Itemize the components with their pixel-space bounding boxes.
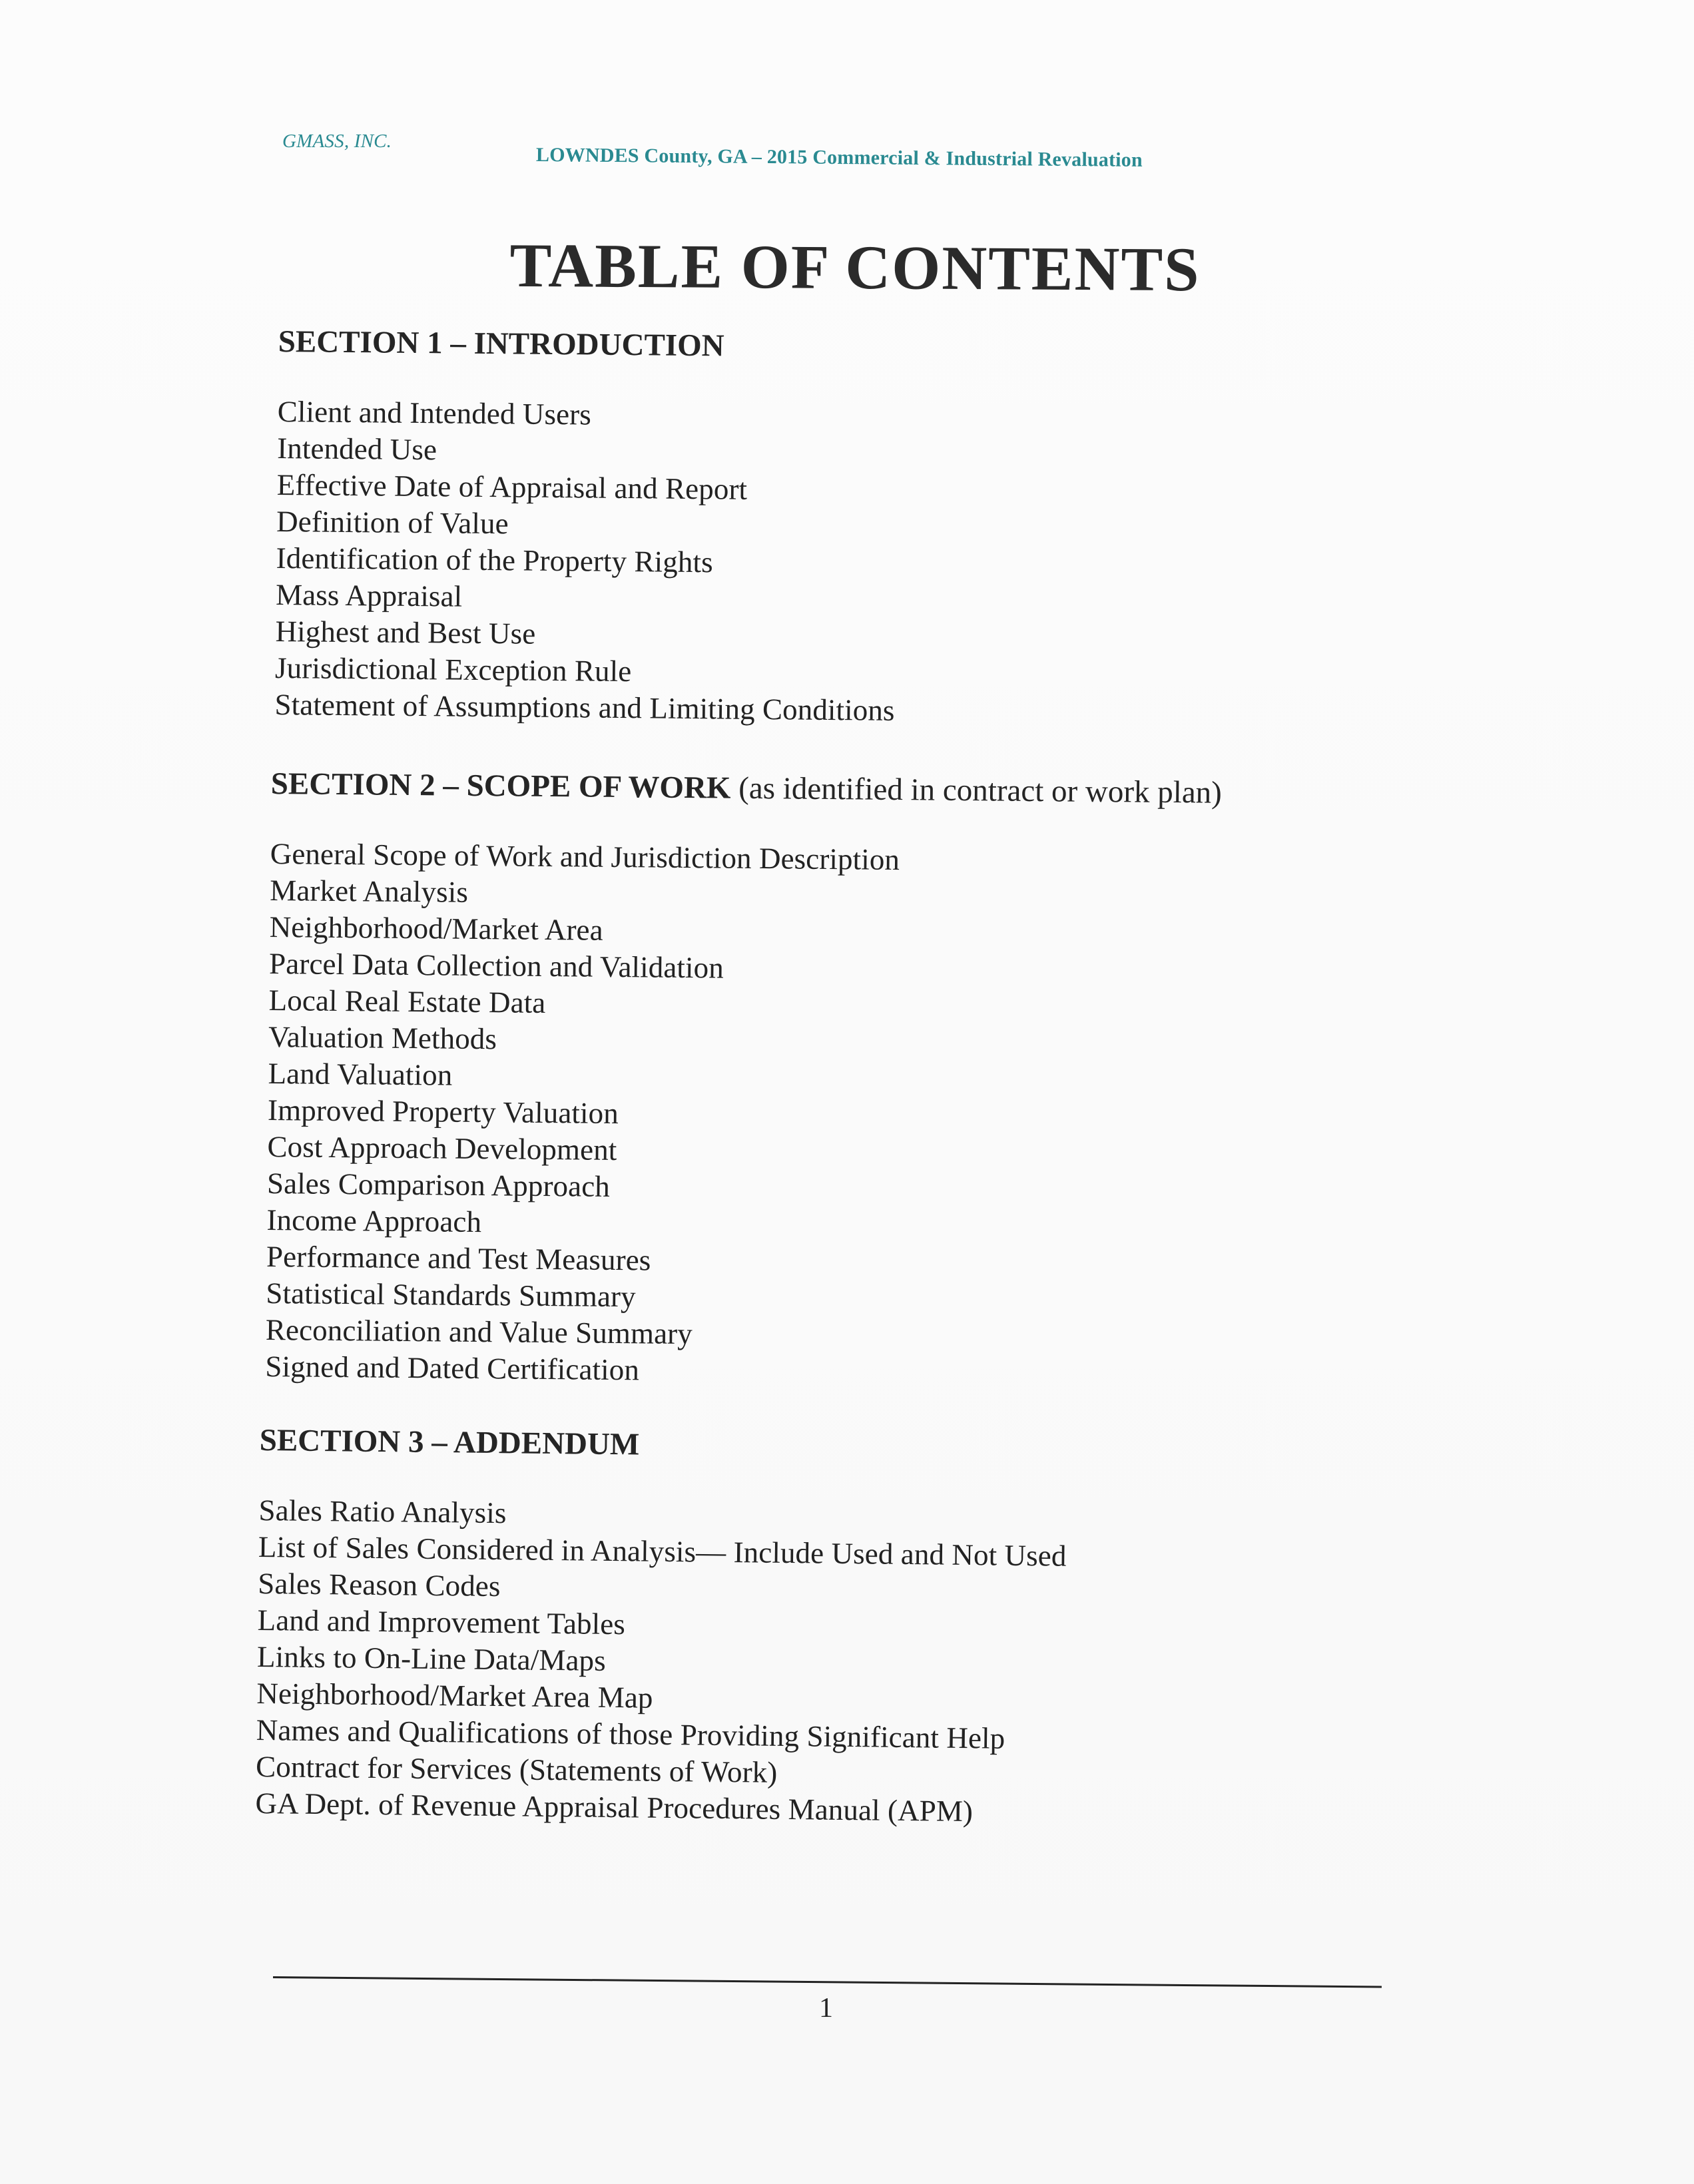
toc-list — [274, 394, 898, 729]
toc-item: Statistical Standards Summary — [266, 1276, 636, 1314]
section-addendum — [255, 1425, 1067, 1831]
toc-item: Neighborhood/Market Area Map — [256, 1676, 653, 1715]
section-heading-text: SECTION 1 – INTRODUCTION — [278, 324, 724, 364]
toc-item: Mass Appraisal — [275, 577, 463, 613]
toc-item: Names and Qualifications of those Providing Significant Help — [256, 1713, 1005, 1755]
toc-item: Effective Date of Appraisal and Report — [276, 467, 748, 506]
section-heading — [278, 326, 898, 364]
toc-item: GA Dept. of Revenue Appraisal Procedures Manual (APM) — [255, 1786, 974, 1828]
toc-item: Reconciliation and Value Summary — [265, 1312, 693, 1351]
toc-item: Links to On-Line Data/Maps — [256, 1639, 607, 1677]
toc-item: Intended Use — [277, 431, 437, 467]
section-heading-note: (as identified in contract or work plan) — [730, 770, 1223, 810]
toc-item: Contract for Services (Statements of Work) — [255, 1749, 778, 1789]
section-introduction — [274, 326, 898, 729]
toc-item: Client and Intended Users — [277, 394, 592, 431]
toc-item: Neighborhood/Market Area — [269, 910, 603, 947]
toc-item: Parcel Data Collection and Validation — [268, 946, 724, 985]
toc-item: Local Real Estate Data — [268, 983, 546, 1019]
toc-list — [265, 836, 1221, 1394]
toc-item: Sales Reason Codes — [258, 1566, 501, 1603]
toc-item: Sales Comparison Approach — [266, 1166, 611, 1203]
page-number: 1 — [819, 1993, 833, 2024]
toc-item: Signed and Dated Certification — [265, 1349, 640, 1387]
page-title: TABLE OF CONTENTS — [509, 230, 1201, 305]
header-company: GMASS, INC. — [282, 131, 392, 152]
section-heading — [271, 768, 1223, 809]
footer-divider — [273, 1976, 1382, 1988]
section-heading-text: SECTION 2 – SCOPE OF WORK — [270, 766, 731, 806]
toc-item: Jurisdictional Exception Rule — [274, 651, 632, 688]
toc-item: Sales Ratio Analysis — [258, 1493, 507, 1530]
toc-item: Performance and Test Measures — [266, 1239, 651, 1277]
section-heading — [259, 1425, 1067, 1466]
toc-item: Statement of Assumptions and Limiting Conditions — [274, 687, 895, 727]
toc-item: Cost Approach Development — [267, 1129, 617, 1167]
header-project-title: LOWNDES County, GA – 2015 Commercial & Industrial Revaluation — [535, 144, 1143, 171]
section-scope-of-work — [265, 768, 1222, 1394]
section-heading-text: SECTION 3 – ADDENDUM — [259, 1423, 640, 1462]
toc-item: Land and Improvement Tables — [257, 1603, 626, 1641]
toc-item: List of Sales Considered in Analysis— Include Used and Not Used — [258, 1529, 1067, 1573]
toc-item: Income Approach — [266, 1203, 482, 1239]
toc-item: Definition of Value — [276, 504, 509, 541]
toc-item: Identification of the Property Rights — [276, 541, 713, 579]
toc-item: General Scope of Work and Jurisdiction Description — [270, 836, 900, 877]
toc-item: Highest and Best Use — [275, 614, 536, 651]
toc-item: Valuation Methods — [268, 1019, 497, 1056]
toc-item: Land Valuation — [268, 1056, 453, 1092]
toc-item: Market Analysis — [270, 873, 469, 909]
toc-item: Improved Property Valuation — [267, 1093, 619, 1131]
toc-list — [255, 1492, 1067, 1831]
